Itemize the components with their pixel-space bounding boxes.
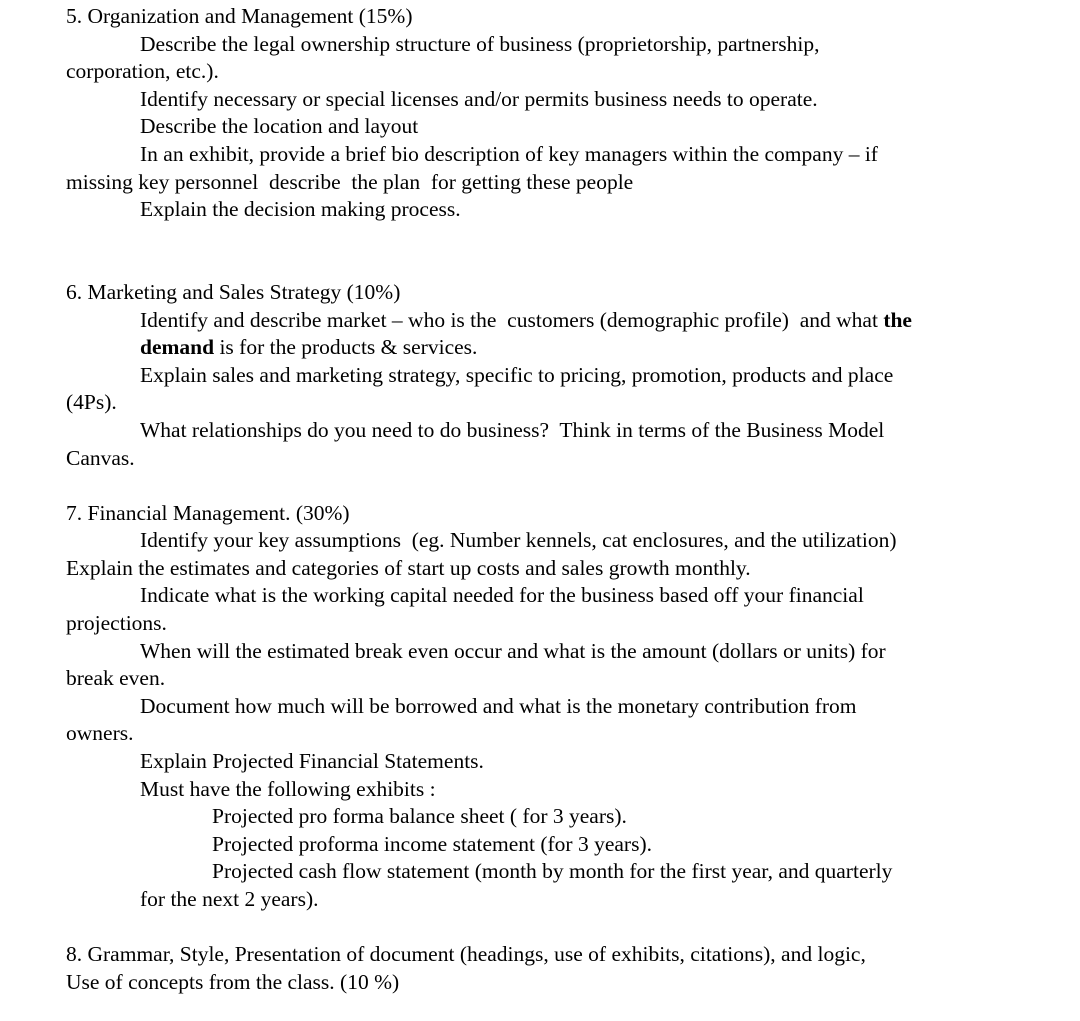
bold-text-run: the (883, 307, 912, 332)
text-line (66, 31, 1070, 59)
text-line (66, 279, 1070, 307)
text-run: projections. (66, 611, 167, 636)
text-line (66, 886, 1070, 914)
text-line (66, 638, 1070, 666)
text-run: 7. Financial Management. (30%) (66, 500, 350, 525)
blank-line (66, 914, 1070, 942)
text-line (66, 720, 1070, 748)
text-run: Describe the legal ownership structure of business (proprietorship, partnership, (140, 31, 820, 56)
text-run: 6. Marketing and Sales Strategy (10%) (66, 279, 401, 304)
text-line (66, 748, 1070, 776)
text-run: Must have the following exhibits : (140, 776, 436, 801)
text-run: Document how much will be borrowed and what is the monetary contribution from (140, 693, 857, 718)
text-run: Projected proforma income statement (for 3 years). (212, 831, 652, 856)
text-line (66, 665, 1070, 693)
text-run: Use of concepts from the class. (10 %) (66, 969, 400, 994)
text-line (66, 500, 1070, 528)
text-run: Explain sales and marketing strategy, specific to pricing, promotion, products and place (140, 362, 894, 387)
text-line (66, 307, 1070, 335)
text-line (66, 555, 1070, 583)
document-text-block (66, 3, 1070, 996)
blank-line (66, 251, 1070, 279)
text-run: Indicate what is the working capital needed for the business based off your financial (140, 583, 864, 608)
text-run: for the next 2 years). (140, 887, 319, 911)
text-run: 8. Grammar, Style, Presentation of document (headings, use of exhibits, citations), and logic, (66, 942, 866, 967)
text-run: Identify and describe market – who is the customers (demographic profile) and what (140, 307, 884, 332)
text-run: Explain the estimates and categories of start up costs and sales growth monthly. (66, 555, 751, 580)
text-line (66, 362, 1070, 390)
text-run: break even. (66, 666, 166, 691)
text-line (66, 334, 1070, 362)
text-run: What relationships do you need to do business? Think in terms of the Business Model (140, 417, 885, 442)
text-run: Canvas. (66, 445, 135, 470)
text-run: Projected pro forma balance sheet ( for 3 years). (212, 804, 627, 829)
text-run: Identify your key assumptions (eg. Number kennels, cat enclosures, and the utilization) (140, 528, 897, 553)
text-line (66, 527, 1070, 555)
text-run: corporation, etc.). (66, 59, 219, 84)
text-line (66, 113, 1070, 141)
text-line (66, 141, 1070, 169)
text-line (66, 389, 1070, 417)
text-line (66, 610, 1070, 638)
text-run: 5. Organization and Management (15%) (66, 4, 413, 28)
text-run: Describe the location and layout (140, 114, 419, 139)
text-line (66, 803, 1070, 831)
text-run: Explain Projected Financial Statements. (140, 749, 484, 774)
text-line (66, 969, 1070, 997)
text-line (66, 941, 1070, 969)
text-line (66, 858, 1070, 886)
text-line (66, 417, 1070, 445)
text-run: Explain the decision making process. (140, 197, 461, 222)
text-run: owners. (66, 721, 134, 746)
blank-line (66, 224, 1070, 252)
text-line (66, 445, 1070, 473)
text-run: In an exhibit, provide a brief bio description of key managers within the company – if (140, 141, 878, 166)
text-line (66, 169, 1070, 197)
text-run: When will the estimated break even occur and what is the amount (dollars or units) for (140, 638, 886, 663)
blank-line (66, 472, 1070, 500)
text-run: Identify necessary or special licenses and/or permits business needs to operate. (140, 86, 818, 111)
text-line (66, 776, 1070, 804)
text-line (66, 3, 1070, 31)
text-run: Projected cash flow statement (month by month for the first year, and quarterly (212, 859, 893, 884)
text-run: is for the products & services. (214, 335, 478, 360)
text-line (66, 86, 1070, 114)
text-line (66, 196, 1070, 224)
text-line (66, 831, 1070, 859)
text-run: missing key personnel describe the plan for getting these people (66, 169, 634, 194)
text-line (66, 693, 1070, 721)
text-line (66, 582, 1070, 610)
text-run: (4Ps). (66, 390, 117, 415)
text-line (66, 58, 1070, 86)
bold-text-run: demand (140, 335, 215, 360)
